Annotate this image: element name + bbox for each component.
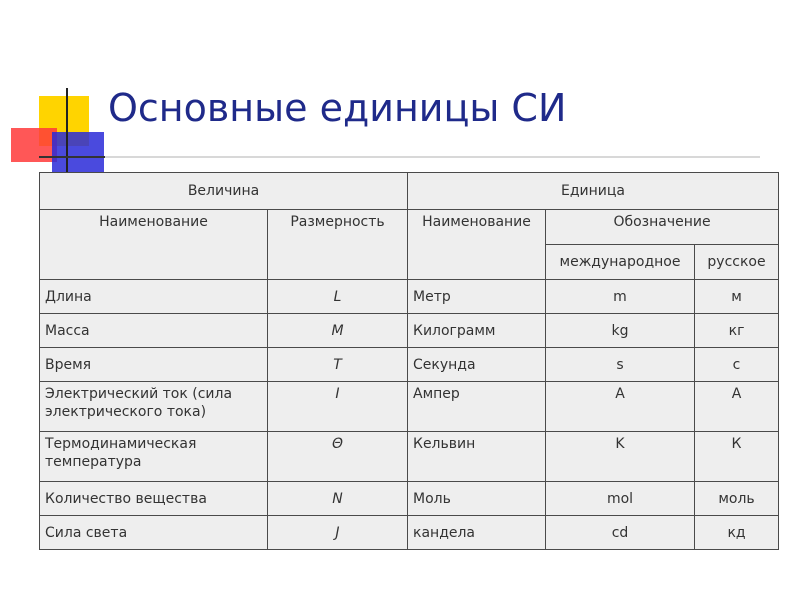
table-row (40, 382, 779, 432)
cell-intl: K (546, 432, 695, 482)
table-header-row-2 (40, 210, 779, 245)
cell-unit: Моль (408, 482, 546, 516)
cell-intl: m (546, 280, 695, 314)
si-units-table (39, 172, 779, 550)
header-quantity-name: Наименование (40, 210, 268, 280)
header-quantity-group: Величина (40, 173, 408, 210)
header-symbol-ru: русское (695, 245, 779, 280)
cell-ru: кг (695, 314, 779, 348)
cell-intl: s (546, 348, 695, 382)
cell-intl: cd (546, 516, 695, 550)
cell-dimension: I (268, 382, 408, 432)
table-row (40, 348, 779, 382)
cell-quantity: Термодинамическая температура (40, 432, 268, 482)
cell-dimension: J (268, 516, 408, 550)
cell-intl: mol (546, 482, 695, 516)
table-row (40, 516, 779, 550)
cell-quantity: Электрический ток (сила электрического тока) (40, 382, 268, 432)
header-symbol: Обозначение (546, 210, 779, 245)
cell-ru: К (695, 432, 779, 482)
cell-dimension: L (268, 280, 408, 314)
cell-ru: м (695, 280, 779, 314)
cell-unit: Ампер (408, 382, 546, 432)
cell-ru: А (695, 382, 779, 432)
cell-quantity: Количество вещества (40, 482, 268, 516)
cell-quantity: Длина (40, 280, 268, 314)
cell-unit: Метр (408, 280, 546, 314)
table-header-row-1 (40, 173, 779, 210)
cell-unit: Килограмм (408, 314, 546, 348)
cell-unit: Секунда (408, 348, 546, 382)
cell-ru: моль (695, 482, 779, 516)
cell-dimension: Θ (268, 432, 408, 482)
cell-unit: Кельвин (408, 432, 546, 482)
cell-dimension: T (268, 348, 408, 382)
header-symbol-intl: международное (546, 245, 695, 280)
cell-dimension: M (268, 314, 408, 348)
table-row (40, 432, 779, 482)
header-unit-group: Единица (408, 173, 779, 210)
cell-intl: kg (546, 314, 695, 348)
slide-title: Основные единицы СИ (108, 86, 567, 130)
cell-quantity: Время (40, 348, 268, 382)
cell-intl: A (546, 382, 695, 432)
table-row (40, 482, 779, 516)
cell-quantity: Масса (40, 314, 268, 348)
header-unit-name: Наименование (408, 210, 546, 280)
cell-unit: кандела (408, 516, 546, 550)
cell-ru: кд (695, 516, 779, 550)
cell-quantity: Сила света (40, 516, 268, 550)
table-row (40, 280, 779, 314)
deco-blue-square (52, 132, 104, 174)
header-dimension: Размерность (268, 210, 408, 280)
table-row (40, 314, 779, 348)
cell-dimension: N (268, 482, 408, 516)
cell-ru: с (695, 348, 779, 382)
